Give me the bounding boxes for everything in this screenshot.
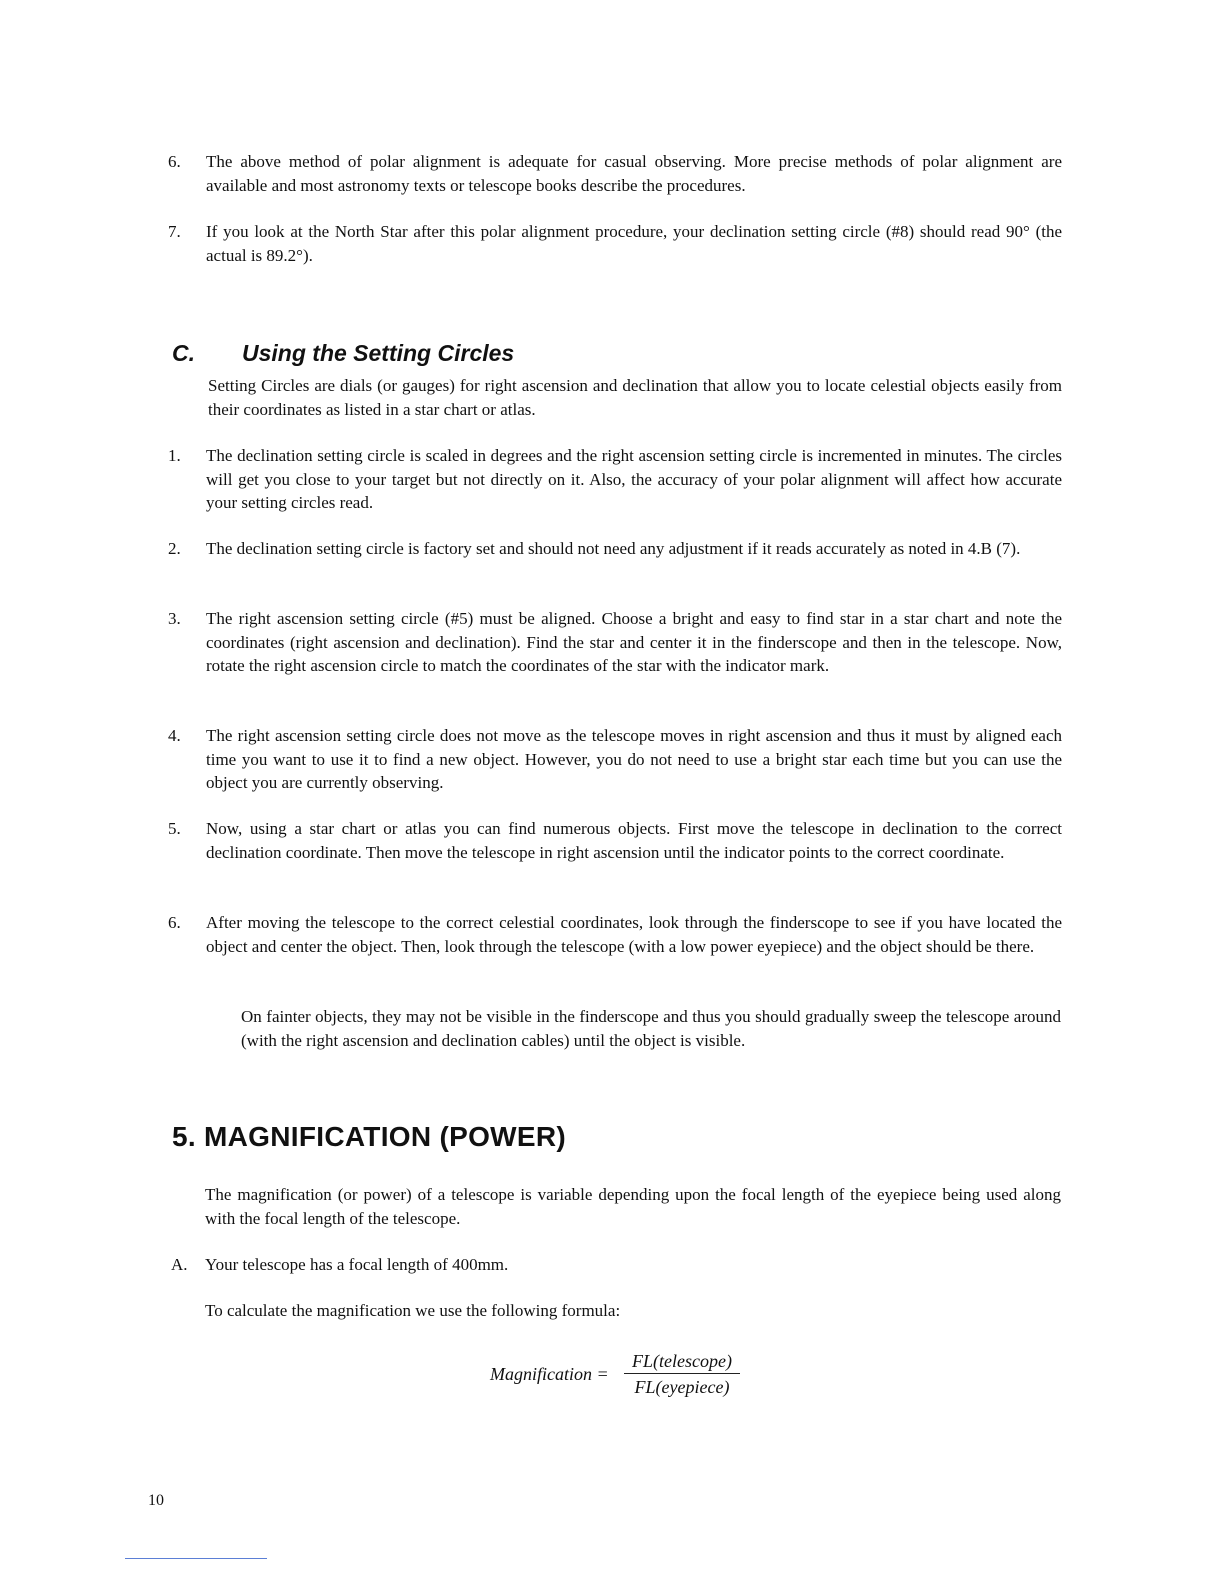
list-item-text: Your telescope has a focal length of 400mm. bbox=[205, 1255, 509, 1274]
list-item bbox=[168, 220, 1062, 267]
list-item bbox=[168, 911, 1062, 958]
list-item bbox=[168, 444, 1062, 515]
list-item-text: The declination setting circle is factory set and should not need any adjustment if it reads accurately as noted in 4.B (7). bbox=[206, 539, 1021, 558]
formula-fraction bbox=[624, 1350, 740, 1398]
fraction-bar bbox=[624, 1373, 740, 1374]
list-item-number: 4. bbox=[168, 726, 181, 745]
list-item-number: 1. bbox=[168, 446, 181, 465]
list-item-text: The right ascension setting circle (#5) must be aligned. Choose a bright and easy to find star in a star chart and note the coordinates (right ascension and declination). Find the star and center it in the finderscope and then in the telescope. Now, rotate the right ascension circle to match the coordinates of the star with the indicator mark. bbox=[206, 609, 1062, 675]
list-item-number: 5. bbox=[168, 819, 181, 838]
list-item-number: 2. bbox=[168, 539, 181, 558]
list-item bbox=[168, 150, 1062, 197]
list-item bbox=[168, 607, 1062, 678]
list-item-text: The right ascension setting circle does not move as the telescope moves in right ascension and thus it must by aligned each time you want to use it to find a new object. However, you do not need to use a bright star each time but you can use the object you are currently observing. bbox=[206, 726, 1062, 792]
formula-numerator: FL(telescope) bbox=[632, 1351, 732, 1371]
list-item-text: Now, using a star chart or atlas you can find numerous objects. First move the telescope in declination to the correct declination coordinate. Then move the telescope in right ascension until the indicator points to the correct coordinate. bbox=[206, 819, 1062, 862]
list-item-text: After moving the telescope to the correct celestial coordinates, look through the finderscope to see if you have located the object and center the object. Then, look through the telescope (with a low power eyepiece) and the object should be there. bbox=[206, 913, 1062, 956]
list-item-text: If you look at the North Star after this polar alignment procedure, your declination setting circle (#8) should read 90° (the actual is 89.2°). bbox=[206, 222, 1062, 265]
list-item bbox=[168, 724, 1062, 795]
list-item bbox=[168, 817, 1062, 864]
section-c-heading bbox=[172, 340, 514, 367]
list-item-text: The declination setting circle is scaled in degrees and the right ascension setting circle is incremented in minutes. The circles will get you close to your target but not directly on it. Also, the accuracy of your polar alignment will affect how accurate your setting circles read. bbox=[206, 446, 1062, 512]
formula-lhs: Magnification = bbox=[490, 1364, 609, 1384]
list-item bbox=[168, 537, 1062, 561]
list-item-text: The above method of polar alignment is adequate for casual observing. More precise methods of polar alignment are available and most astronomy texts or telescope books describe the procedures. bbox=[206, 152, 1062, 195]
list-item-label: A. bbox=[171, 1255, 188, 1274]
list-item-number: 6. bbox=[168, 152, 181, 171]
section-5-heading: 5. MAGNIFICATION (POWER) bbox=[172, 1121, 566, 1152]
list-item-number: 3. bbox=[168, 609, 181, 628]
page-number: 10 bbox=[148, 1492, 164, 1509]
section-c-note: On fainter objects, they may not be visible in the finderscope and thus you should gradually sweep the telescope around (with the right ascension and declination cables) until the object is visible. bbox=[241, 1007, 1061, 1050]
section-c-letter: C. bbox=[172, 340, 195, 366]
list-item-number: 6. bbox=[168, 913, 181, 932]
scan-edge-line bbox=[125, 1558, 267, 1559]
formula-denominator: FL(eyepiece) bbox=[634, 1377, 730, 1397]
calc-intro: To calculate the magnification we use the following formula: bbox=[205, 1301, 621, 1320]
section-c-title: Using the Setting Circles bbox=[242, 340, 515, 366]
list-item-number: 7. bbox=[168, 222, 181, 241]
section-5-intro: The magnification (or power) of a telescope is variable depending upon the focal length of the eyepiece being used along with the focal length of the telescope. bbox=[205, 1185, 1061, 1228]
list-item bbox=[171, 1253, 1061, 1277]
section-c-intro: Setting Circles are dials (or gauges) for right ascension and declination that allow you to locate celestial objects easily from their coordinates as listed in a star chart or atlas. bbox=[208, 376, 1062, 419]
